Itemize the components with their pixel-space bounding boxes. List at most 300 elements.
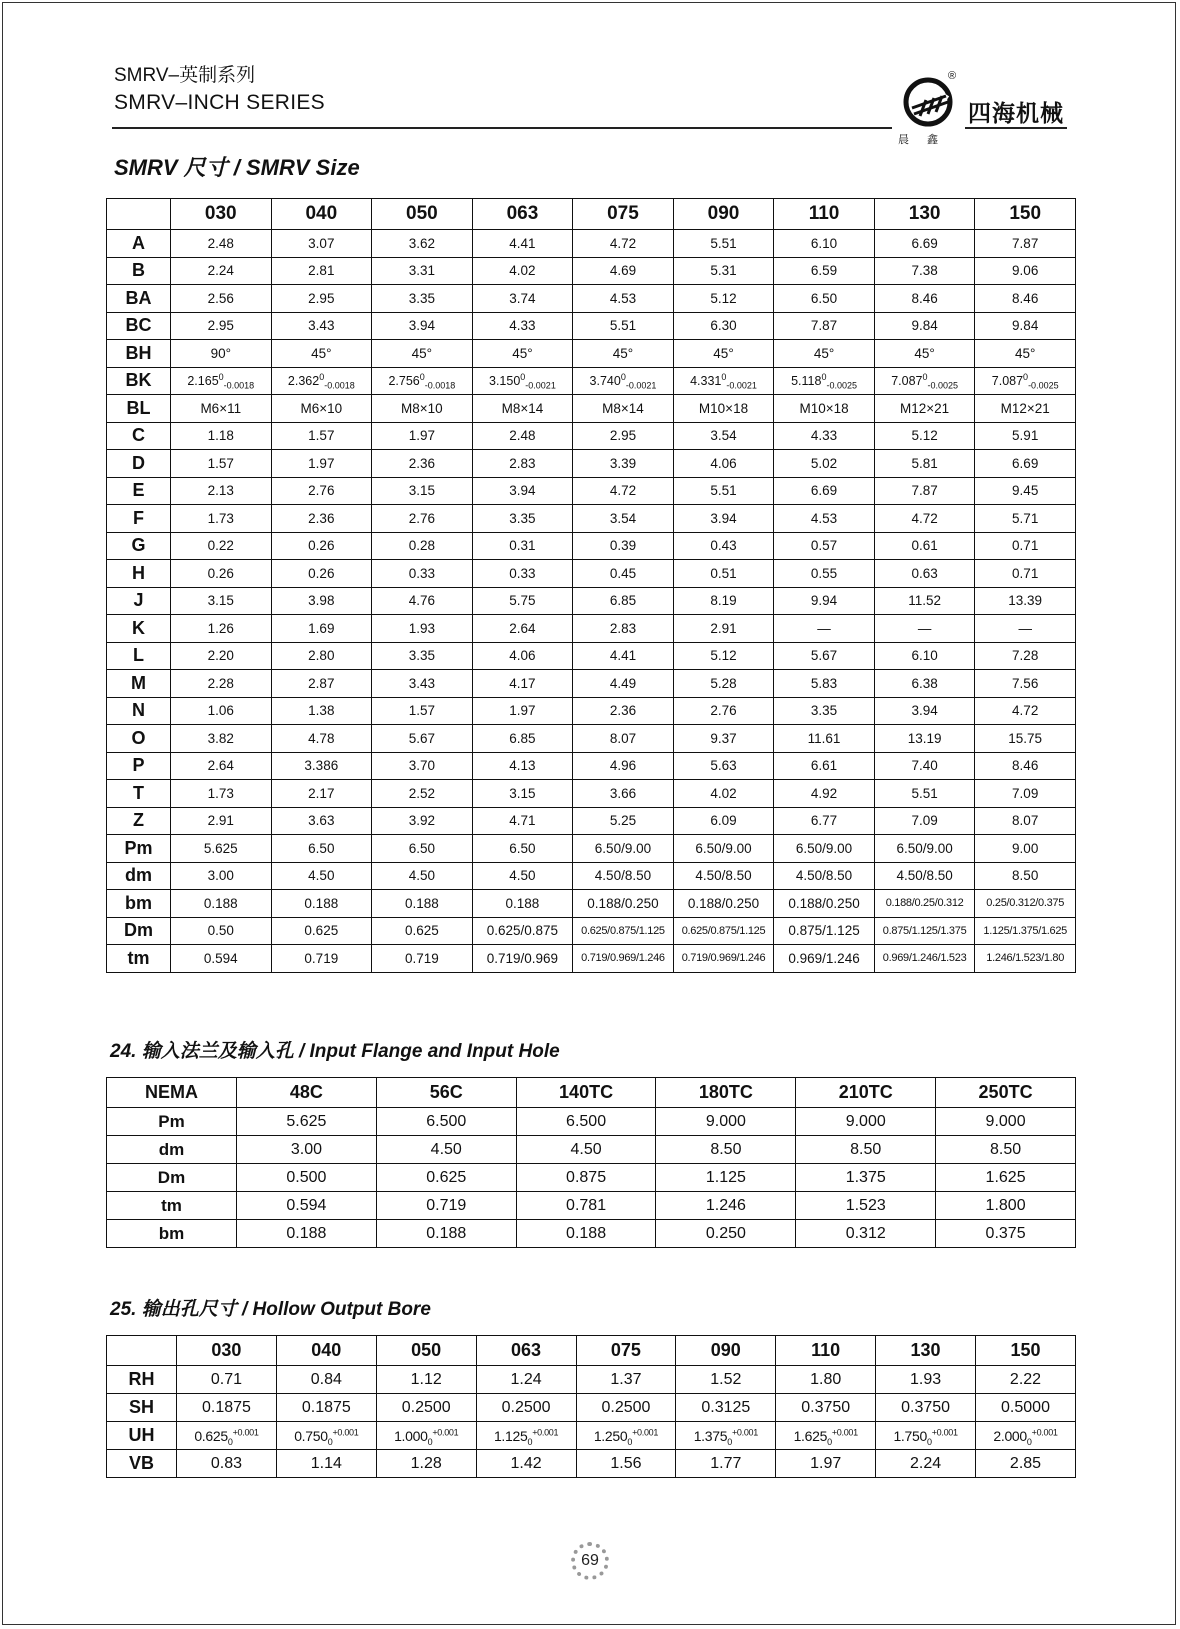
tolerance-cell [874,367,975,395]
table-cell: 3.15 [372,477,473,505]
table-cell: 2.95 [171,312,272,340]
table-cell: 3.94 [673,505,774,533]
row-label: UH [107,1422,177,1450]
nominal-value: 4.331 [690,373,722,388]
tolerance-lower: 0 [327,1436,333,1447]
table-row [107,917,1076,945]
table-cell: 2.76 [673,697,774,725]
table-cell: 5.625 [171,835,272,863]
table-cell: 8.46 [975,285,1076,313]
nominal-value: 7.087 [891,373,923,388]
row-label: Dm [107,917,171,945]
table-cell: 1.06 [171,697,272,725]
table-cell: 2.83 [472,450,573,478]
table-row [107,230,1076,258]
table-cell: 0.188 [376,1220,516,1248]
column-header: 110 [776,1336,876,1366]
table-cell: 15.75 [975,725,1076,753]
table-cell: 0.61 [874,532,975,560]
row-label: tm [107,945,171,973]
table-cell: 4.78 [271,725,372,753]
table-cell: 3.00 [237,1136,377,1164]
table-cell: 0.188 [271,890,372,918]
table-cell: 7.87 [774,312,875,340]
table-cell: 13.19 [874,725,975,753]
table-cell: 6.50/9.00 [774,835,875,863]
row-label: F [107,505,171,533]
table-cell: 1.52 [676,1366,776,1394]
table-cell: 1.97 [271,450,372,478]
table-cell: 6.50 [372,835,473,863]
table-cell: 4.50 [516,1136,656,1164]
tolerance-upper: +0.001 [332,1426,359,1437]
tolerance-cell [376,1422,476,1450]
tolerance-upper: +0.001 [232,1426,259,1437]
table-cell: 45° [874,340,975,368]
table-cell: 0.500 [237,1164,377,1192]
row-label: N [107,697,171,725]
table-cell: 0.3125 [676,1394,776,1422]
row-label: BK [107,367,171,395]
tolerance-upper: 0 [419,371,425,382]
table-row [107,697,1076,725]
nominal-value: 2.756 [388,373,420,388]
table-cell: 1.42 [476,1450,576,1478]
table-cell: 5.02 [774,450,875,478]
column-header: 075 [576,1336,676,1366]
table-cell: 11.61 [774,725,875,753]
table-cell: 3.92 [372,807,473,835]
table-row [107,1450,1076,1478]
nominal-value: 0.750 [294,1427,328,1444]
table-cell: 1.77 [676,1450,776,1478]
table-cell: 6.500 [376,1108,516,1136]
table-row [107,477,1076,505]
table-cell: 0.71 [975,560,1076,588]
table-cell: 8.46 [874,285,975,313]
table-row [107,615,1076,643]
table-cell: 0.719/0.969/1.246 [673,945,774,973]
table-cell: 1.57 [372,697,473,725]
table-cell: 6.69 [975,450,1076,478]
table-row [107,257,1076,285]
row-label: Z [107,807,171,835]
table-cell: 2.36 [372,450,473,478]
table-cell: 1.18 [171,422,272,450]
tolerance-lower: 0 [827,1436,832,1447]
table-cell: 0.625/0.875 [472,917,573,945]
table-cell: 5.83 [774,670,875,698]
nominal-value: 1.000 [394,1427,428,1444]
table-cell: — [975,615,1076,643]
column-header: 140TC [516,1078,656,1108]
table-cell: 1.14 [276,1450,376,1478]
table-cell: — [874,615,975,643]
table-cell: 1.26 [171,615,272,643]
table-cell: 2.48 [171,230,272,258]
table-cell: 1.73 [171,780,272,808]
table-cell: 1.12 [376,1366,476,1394]
table-row [107,890,1076,918]
table-cell: 7.28 [975,642,1076,670]
table-cell: 0.188/0.250 [573,890,674,918]
row-label: BH [107,340,171,368]
column-header: NEMA [107,1078,237,1108]
table-row [107,367,1076,395]
tolerance-upper: 0 [821,371,827,382]
table-cell: 0.625/0.875/1.125 [673,917,774,945]
tolerance-lower: 0 [926,1436,932,1447]
tolerance-upper: +0.001 [931,1426,958,1437]
table-cell: 2.56 [171,285,272,313]
size-table-title: SMRV 尺寸 / SMRV Size [114,155,360,180]
table-cell: 3.54 [573,505,674,533]
table-cell: 7.87 [975,230,1076,258]
row-label: H [107,560,171,588]
table-cell: 2.76 [372,505,473,533]
table-cell: 0.625/0.875/1.125 [573,917,674,945]
nominal-value: 1.125 [493,1427,528,1444]
table-cell: 3.00 [171,862,272,890]
table-cell: 0.594 [237,1192,377,1220]
bore-table-title: 25. 输出孔尺寸 / Hollow Output Bore [110,1299,431,1320]
row-label: dm [107,862,171,890]
table-cell: 1.625 [936,1164,1076,1192]
table-cell: 1.375 [796,1164,936,1192]
table-cell: M6×11 [171,395,272,423]
table-cell: 8.50 [656,1136,796,1164]
table-cell: 2.85 [976,1450,1076,1478]
header-rule [112,127,892,129]
tolerance-upper: 0 [218,371,224,382]
table-cell: 0.43 [673,532,774,560]
table-cell: 5.25 [573,807,674,835]
column-header [107,1336,177,1366]
table-cell: 4.96 [573,752,674,780]
tolerance-upper: +0.001 [432,1426,459,1437]
table-cell: 8.07 [975,807,1076,835]
table-row [107,752,1076,780]
tolerance-cell [276,1422,376,1450]
table-cell: 4.72 [874,505,975,533]
table-cell: 3.70 [372,752,473,780]
tolerance-lower: -0.0018 [223,380,255,391]
column-header: 150 [975,199,1076,230]
table-cell: 2.80 [271,642,372,670]
table-cell: 0.84 [276,1366,376,1394]
table-cell: 0.71 [975,532,1076,560]
table-cell: 45° [271,340,372,368]
table-row [107,312,1076,340]
table-row [107,505,1076,533]
nominal-value: 3.740 [589,373,621,388]
table-cell: 6.77 [774,807,875,835]
table-cell: 1.523 [796,1192,936,1220]
table-cell: 4.53 [573,285,674,313]
table-cell: 0.719 [372,945,473,973]
column-header [107,199,171,230]
column-header: 130 [876,1336,976,1366]
table-cell: 0.250 [656,1220,796,1248]
series-title-en: SMRV–INCH SERIES [114,91,325,114]
tolerance-lower: 0 [727,1436,732,1447]
table-cell: — [774,615,875,643]
table-cell: 0.625 [271,917,372,945]
table-cell: 2.91 [673,615,774,643]
row-label: bm [107,890,171,918]
tolerance-cell [975,367,1076,395]
table-cell: 9.94 [774,587,875,615]
table-cell: 6.85 [472,725,573,753]
tolerance-upper: 0 [1023,371,1029,382]
table-cell: 45° [472,340,573,368]
table-cell: 1.57 [271,422,372,450]
table-cell: 6.38 [874,670,975,698]
tolerance-cell [171,367,272,395]
tolerance-lower: 0 [1026,1436,1032,1447]
table-cell: 3.35 [372,285,473,313]
table-cell: 4.49 [573,670,674,698]
table-cell: 8.50 [796,1136,936,1164]
table-cell: 3.35 [774,697,875,725]
table-cell: 6.50/9.00 [874,835,975,863]
table-cell: M10×18 [673,395,774,423]
tolerance-lower: -0.0021 [625,380,657,391]
row-label: J [107,587,171,615]
row-label: BA [107,285,171,313]
table-cell: 7.56 [975,670,1076,698]
table-row [107,725,1076,753]
nominal-value: 2.362 [287,373,320,388]
row-label: dm [107,1136,237,1164]
table-cell: 45° [673,340,774,368]
table-cell: 0.719 [376,1192,516,1220]
table-cell: 7.09 [874,807,975,835]
tolerance-upper: 0 [319,371,325,382]
table-row [107,1136,1076,1164]
tolerance-lower: -0.0021 [726,380,757,391]
table-cell: 45° [975,340,1076,368]
page-number: 69 [571,1542,609,1580]
column-header: 210TC [796,1078,936,1108]
column-header: 063 [472,199,573,230]
table-row [107,1394,1076,1422]
table-cell: 1.24 [476,1366,576,1394]
flange-table-title: 24. 输入法兰及输入孔 / Input Flange and Input Hole [110,1041,560,1062]
table-cell: 2.36 [271,505,372,533]
table-cell: 2.36 [573,697,674,725]
table-cell: 2.81 [271,257,372,285]
table-cell: 0.375 [936,1220,1076,1248]
table-cell: 4.72 [573,230,674,258]
table-cell: 5.12 [673,285,774,313]
table-cell: 0.28 [372,532,473,560]
table-cell: 3.39 [573,450,674,478]
table-cell: 4.50 [271,862,372,890]
tolerance-lower: 0 [627,1436,633,1447]
nominal-value: 1.750 [893,1427,927,1444]
row-label: RH [107,1366,177,1394]
tolerance-cell [573,367,674,395]
table-cell: 6.50/9.00 [573,835,674,863]
tolerance-lower: -0.0021 [525,380,556,391]
table-cell: 1.800 [936,1192,1076,1220]
table-cell: 3.15 [472,780,573,808]
table-cell: 6.50 [774,285,875,313]
series-title-cn: SMRV–英制系列 [114,65,256,86]
table-cell: 6.50 [472,835,573,863]
table-cell: 0.594 [171,945,272,973]
row-label: T [107,780,171,808]
table-cell: 1.73 [171,505,272,533]
table-cell: 0.1875 [276,1394,376,1422]
table-cell: 6.50/9.00 [673,835,774,863]
table-cell: 3.98 [271,587,372,615]
table-cell: 0.188 [372,890,473,918]
table-row [107,340,1076,368]
table-cell: 6.10 [874,642,975,670]
table-cell: 1.97 [372,422,473,450]
tolerance-upper: 0 [922,371,928,382]
nominal-value: 5.118 [791,373,822,388]
table-cell: 9.000 [936,1108,1076,1136]
column-header: 150 [976,1336,1076,1366]
table-cell: 3.94 [472,477,573,505]
table-cell: 4.33 [774,422,875,450]
tolerance-cell [774,367,875,395]
table-cell: 6.85 [573,587,674,615]
table-cell: 3.35 [372,642,473,670]
table-cell: 9.84 [975,312,1076,340]
table-cell: 5.81 [874,450,975,478]
table-row [107,1164,1076,1192]
table-cell: 1.69 [271,615,372,643]
table-cell: 0.188 [171,890,272,918]
table-cell: 6.50 [271,835,372,863]
table-cell: 13.39 [975,587,1076,615]
table-cell: 0.719 [271,945,372,973]
tolerance-upper: +0.001 [632,1426,659,1437]
table-cell: 5.12 [874,422,975,450]
tolerance-upper: 0 [620,371,626,382]
row-label: P [107,752,171,780]
table-cell: 0.33 [472,560,573,588]
tolerance-upper: 0 [520,371,526,382]
tolerance-lower: -0.0018 [424,380,456,391]
table-cell: 0.3750 [876,1394,976,1422]
table-cell: 0.875 [516,1164,656,1192]
table-cell: 5.67 [372,725,473,753]
table-cell: 2.24 [171,257,272,285]
column-header: 48C [237,1078,377,1108]
table-cell: 2.22 [976,1366,1076,1394]
row-label: K [107,615,171,643]
table-cell: 2.20 [171,642,272,670]
nominal-value: 2.165 [187,373,219,388]
table-cell: 9.06 [975,257,1076,285]
table-cell: 4.06 [673,450,774,478]
table-cell: 3.63 [271,807,372,835]
table-cell: 2.64 [472,615,573,643]
table-cell: 0.1875 [177,1394,277,1422]
nominal-value: 1.625 [793,1427,828,1444]
table-cell: 0.2500 [476,1394,576,1422]
row-label: E [107,477,171,505]
row-label: VB [107,1450,177,1478]
tolerance-upper: +0.001 [1031,1426,1058,1437]
table-cell: 4.72 [573,477,674,505]
table-cell: 0.188/0.250 [774,890,875,918]
tolerance-cell [976,1422,1076,1450]
table-row [107,1220,1076,1248]
table-cell: 1.38 [271,697,372,725]
table-cell: 5.51 [673,230,774,258]
table-cell: 0.875/1.125 [774,917,875,945]
table-cell: 5.12 [673,642,774,670]
table-cell: 0.25/0.312/0.375 [975,890,1076,918]
table-cell: 4.41 [472,230,573,258]
table-cell: 4.50/8.50 [874,862,975,890]
table-cell: 3.07 [271,230,372,258]
column-header: 050 [376,1336,476,1366]
column-header: 040 [276,1336,376,1366]
table-cell: 5.67 [774,642,875,670]
table-cell: 4.53 [774,505,875,533]
table-row [107,945,1076,973]
table-cell: 2.91 [171,807,272,835]
table-cell: 5.51 [874,780,975,808]
table-cell: 5.51 [573,312,674,340]
row-label: G [107,532,171,560]
table-cell: 7.40 [874,752,975,780]
table-cell: 4.33 [472,312,573,340]
tolerance-lower: 0 [527,1436,533,1447]
flange-table [106,1077,1076,1248]
column-header: 56C [376,1078,516,1108]
table-cell: 8.50 [975,862,1076,890]
nominal-value: 7.087 [991,373,1024,388]
table-cell: 3.43 [271,312,372,340]
table-row [107,560,1076,588]
column-header: 090 [673,199,774,230]
column-header: 250TC [936,1078,1076,1108]
table-cell: 0.625 [372,917,473,945]
table-cell: 45° [774,340,875,368]
nominal-value: 0.625 [194,1427,228,1444]
row-label: Dm [107,1164,237,1192]
table-row [107,862,1076,890]
table-cell: 2.95 [573,422,674,450]
table-cell: 3.82 [171,725,272,753]
table-cell: 3.31 [372,257,473,285]
tolerance-cell [472,367,573,395]
table-cell: 1.80 [776,1366,876,1394]
table-cell: 0.781 [516,1192,656,1220]
table-cell: 8.46 [975,752,1076,780]
table-row [107,395,1076,423]
table-row [107,1108,1076,1136]
row-label: L [107,642,171,670]
table-cell: 1.97 [776,1450,876,1478]
table-cell: 2.95 [271,285,372,313]
table-cell: 7.09 [975,780,1076,808]
table-cell: 4.92 [774,780,875,808]
tolerance-lower: -0.0025 [826,380,857,391]
tolerance-cell [776,1422,876,1450]
table-cell: 8.50 [936,1136,1076,1164]
table-cell: 9.84 [874,312,975,340]
table-cell: 3.386 [271,752,372,780]
